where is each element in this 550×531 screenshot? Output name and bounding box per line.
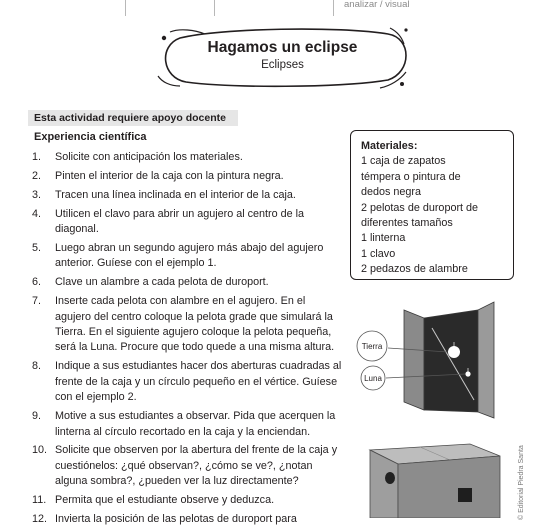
list-item [32, 409, 342, 440]
material-item: 2 pelotas de duroport de [361, 201, 479, 214]
list-item [32, 493, 342, 508]
step-text: Motive a sus estudiantes a observar. Pida que acerquen la linterna al círculo recortado en la caja y la enciendan. [55, 410, 336, 438]
step-number: 2. [32, 169, 42, 182]
step-number: 4. [32, 207, 42, 220]
list-item [32, 275, 342, 290]
table-cell [126, 0, 215, 16]
step-number: 5. [32, 242, 42, 255]
step-text: Tracen una línea inclinada en el interior de la caja. [55, 188, 296, 201]
moon-label: Luna [364, 374, 382, 383]
step-text: Solicite que observen por la abertura del frente de la caja y cuestiónelos: ¿qué observan?, ¿cómo se ve?, ¿notan alguna sombra?, ¿pueden ver la luz directamente? [55, 444, 338, 488]
table-cell [215, 0, 334, 16]
material-item: diferentes tamaños [361, 217, 453, 230]
list-item [32, 359, 342, 405]
list-item [32, 294, 342, 356]
step-number: 10. [32, 444, 48, 457]
step-number: 7. [32, 295, 42, 308]
open-box-illustration [352, 300, 502, 420]
list-item [32, 150, 342, 165]
step-text: Pinten el interior de la caja con la pintura negra. [55, 169, 284, 182]
material-item: témpera o pintura de [361, 170, 461, 183]
section-title: Experiencia científica [34, 131, 147, 143]
materials-title: Materiales: [361, 140, 418, 152]
list-item [32, 512, 342, 527]
square-opening [458, 488, 472, 502]
step-number: 1. [32, 151, 42, 163]
step-text: Inserte cada pelota con alambre en el agujero. En el agujero del centro coloque la pelota grade que simulará la Tierra. En el siguiente agujero coloque la pelota pequeña, será la Luna. Procure que todo quede a una misma altura. [55, 295, 335, 354]
step-number: 6. [32, 276, 42, 289]
step-text: Invierta la posición de las pelotas de duroport para [55, 513, 297, 526]
header-hint: analizar / visual [344, 0, 410, 10]
step-text: Utilicen el clavo para abrir un agujero al centro de la diagonal. [55, 207, 305, 236]
page-subtitle: Eclipses [261, 59, 304, 71]
publisher-credit: © Editorial Piedra Santa [518, 445, 525, 520]
materials-box [350, 130, 514, 280]
list-item [32, 241, 342, 272]
step-number: 9. [32, 410, 42, 423]
step-number: 3. [32, 188, 42, 201]
steps-list [32, 150, 342, 531]
title-banner [150, 24, 415, 94]
step-text: Indique a sus estudiantes hacer dos aberturas cuadradas al frente de la caja y un círculo pequeño en el vértice. Guíese con el ejemplo 2. [55, 360, 342, 404]
table-cell [0, 0, 126, 16]
earth-ball [448, 346, 460, 358]
list-item [32, 207, 342, 238]
step-text: Permita que el estudiante observe y deduzca. [55, 494, 275, 507]
teacher-support-notice: Esta actividad requiere apoyo docente [28, 110, 238, 126]
step-text: Solicite con anticipación los materiales. [55, 151, 243, 163]
step-text: Clave un alambre a cada pelota de duroport. [55, 276, 269, 289]
material-item: 1 clavo [361, 247, 396, 260]
list-item [32, 188, 342, 203]
earth-label: Tierra [361, 342, 383, 351]
closed-box-illustration [350, 438, 510, 518]
page-title: Hagamos un eclipse [207, 39, 358, 56]
material-item: 1 linterna [361, 232, 406, 245]
step-number: 8. [32, 360, 42, 373]
material-item: 1 caja de zapatos [361, 155, 446, 168]
step-number: 12. [32, 513, 48, 526]
peephole [385, 472, 395, 484]
step-number: 11. [32, 494, 47, 507]
moon-ball [465, 371, 470, 376]
step-text: Luego abran un segundo agujero más abajo del agujero anterior. Guíese con el ejemplo 1. [55, 242, 324, 270]
list-item [32, 169, 342, 184]
material-item: dedos negra [361, 186, 422, 199]
material-item: 2 pedazos de alambre [361, 263, 468, 276]
top-table-strip [0, 0, 550, 16]
list-item [32, 443, 342, 489]
